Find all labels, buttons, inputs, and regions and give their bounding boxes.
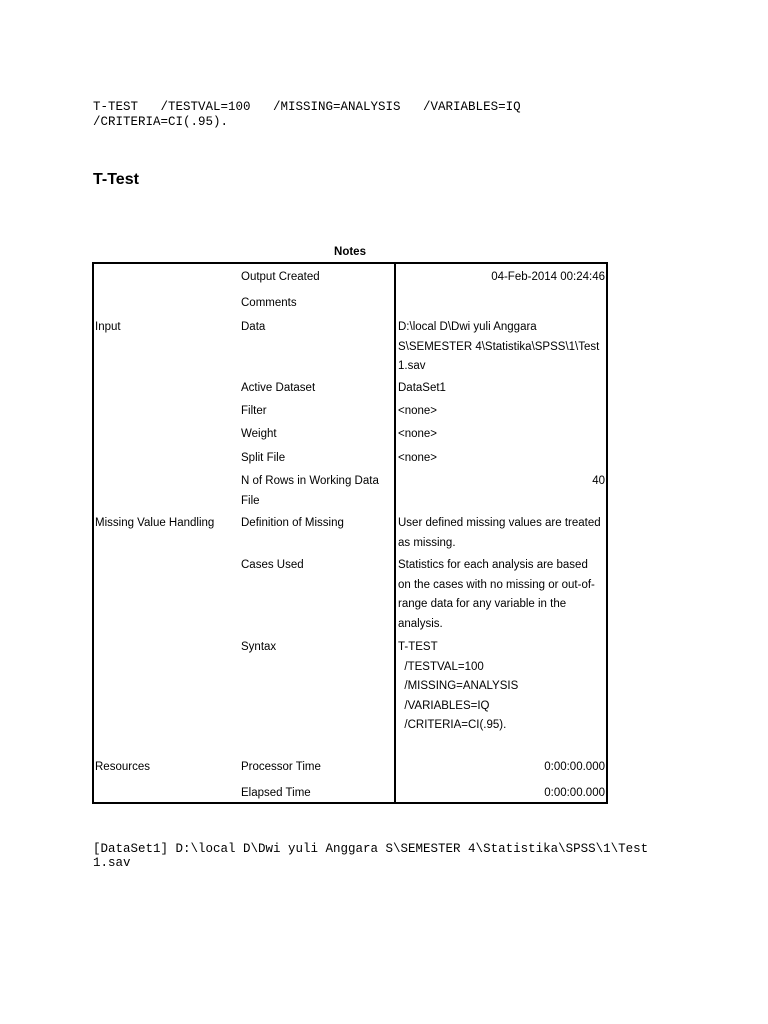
dataset-log-line: [DataSet1] D:\local D\Dwi yuli Anggara S\SEMESTER 4\Statistika\SPSS\1\Test <box>93 842 649 856</box>
comments-label: Comments <box>241 297 297 309</box>
cases-used-value: Statistics for each analysis are based on the cases with no missing or out-of- range data for any variable in the analysis. <box>398 559 595 630</box>
definition-of-missing-label: Definition of Missing <box>241 517 344 529</box>
resources-group-label: Resources <box>95 761 150 773</box>
syntax-command-line: T-TEST /TESTVAL=100 /MISSING=ANALYSIS /VARIABLES=IQ <box>93 100 521 114</box>
elapsed-time-value: 0:00:00.000 <box>544 787 605 799</box>
filter-value: <none> <box>398 405 438 417</box>
processor-time-label: Processor Time <box>241 761 321 773</box>
output-created-label: Output Created <box>241 271 320 283</box>
missing-group-label: Missing Value Handling <box>95 517 215 529</box>
processor-time-value: 0:00:00.000 <box>544 761 605 773</box>
cases-used-label: Cases Used <box>241 559 304 571</box>
elapsed-time-label: Elapsed Time <box>241 787 311 799</box>
n-rows-value: 40 <box>592 475 605 487</box>
data-label: Data <box>241 321 266 333</box>
weight-value: <none> <box>398 428 438 440</box>
section-title: T-Test <box>93 171 139 188</box>
weight-label: Weight <box>241 428 277 440</box>
filter-label: Filter <box>241 405 267 417</box>
data-value: D:\local D\Dwi yuli Anggara S\SEMESTER 4\Statistika\SPSS\1\Test 1.sav <box>398 321 600 372</box>
dataset-log-continuation: 1.sav <box>93 856 131 870</box>
n-rows-label: N of Rows in Working Data File <box>241 475 379 507</box>
input-group-label: Input <box>95 321 121 333</box>
active-dataset-label: Active Dataset <box>241 382 316 394</box>
active-dataset-value: DataSet1 <box>398 382 446 394</box>
syntax-command-continuation: /CRITERIA=CI(.95). <box>93 115 229 129</box>
syntax-value: T-TEST /TESTVAL=100 /MISSING=ANALYSIS /VARIABLES=IQ /CRITERIA=CI(.95). <box>398 641 519 731</box>
syntax-label: Syntax <box>241 641 277 653</box>
notes-table-divider <box>394 262 396 804</box>
split-file-value: <none> <box>398 452 438 464</box>
split-file-label: Split File <box>241 452 286 464</box>
notes-table-title: Notes <box>334 246 366 258</box>
output-created-value: 04-Feb-2014 00:24:46 <box>491 271 605 283</box>
definition-of-missing-value: User defined missing values are treated as missing. <box>398 517 601 549</box>
